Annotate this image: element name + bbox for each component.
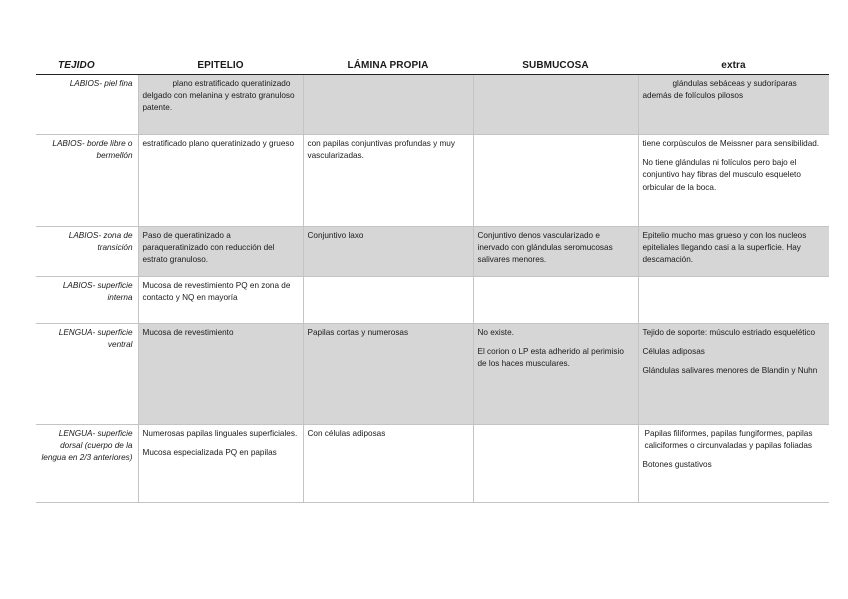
cell-text: tiene corpúsculos de Meissner para sensibilidad. [642, 139, 820, 148]
cell-text: plano estratificado queratinizado delgado con melanina y estrato granuloso patente. [142, 79, 295, 113]
submucosa-cell [473, 75, 638, 135]
lamina-cell [303, 324, 473, 425]
cell-text: Mucosa de revestimiento PQ en zona de contacto y NQ en mayoría [142, 281, 291, 303]
tejido-cell: LABIOS- superficie interna [36, 277, 138, 324]
cell-text: Glándulas salivares menores de Blandin y Nuhn [642, 366, 818, 376]
cell-text: Numerosas papilas linguales superficiales. [142, 429, 298, 438]
cell-text: Papilas cortas y numerosas [307, 328, 409, 337]
header-epitelio: EPITELIO [138, 58, 303, 75]
table-row [36, 277, 829, 324]
epitelio-cell [138, 135, 303, 227]
extra-cell [638, 135, 829, 227]
table-row [36, 75, 829, 135]
epitelio-cell [138, 277, 303, 324]
header-lamina-propia: LÁMINA PROPIA [303, 58, 473, 75]
submucosa-cell [473, 227, 638, 277]
cell-text: Papilas filiformes, papilas fungiformes, papilas caliciformes o circunvaladas y papilas foliadas [644, 429, 813, 451]
cell-text: No existe. [477, 328, 514, 337]
cell-text: Conjuntivo denos vascularizado e inervado con glándulas seromucosas salivares menores. [477, 231, 613, 265]
cell-text: Mucosa de revestimiento [142, 328, 234, 337]
lamina-cell [303, 135, 473, 227]
cell-text: con papilas conjuntivas profundas y muy vascularizadas. [307, 139, 455, 161]
cell-text: Epitelio mucho mas grueso y con los nucleos epiteliales llegando casi a la superficie. Hay descamación. [642, 231, 807, 265]
extra-cell [638, 277, 829, 324]
cell-text: El corion o LP esta adherido al perimisio de los haces musculares. [477, 347, 624, 369]
lamina-cell [303, 75, 473, 135]
lamina-cell [303, 227, 473, 277]
tejido-cell: LENGUA- superficie ventral [36, 324, 138, 425]
header-submucosa: SUBMUCOSA [473, 58, 638, 75]
header-row [36, 58, 829, 75]
table-row [36, 425, 829, 503]
cell-text: Botones gustativos [642, 460, 712, 470]
lamina-cell [303, 277, 473, 324]
cell-text: Con células adiposas [307, 429, 386, 438]
epitelio-cell [138, 75, 303, 135]
submucosa-cell [473, 277, 638, 324]
cell-text: Células adiposas [642, 347, 705, 357]
cell-text: estratificado plano queratinizado y grueso [142, 139, 295, 148]
tejido-cell: LABIOS- borde libre o bermellón [36, 135, 138, 227]
extra-cell [638, 425, 829, 503]
table-row [36, 324, 829, 425]
tejido-cell: LABIOS- piel fina [36, 75, 138, 135]
submucosa-cell [473, 135, 638, 227]
extra-cell [638, 75, 829, 135]
tissue-table [36, 58, 829, 503]
lamina-cell [303, 425, 473, 503]
header-tejido: TEJIDO [36, 58, 138, 75]
cell-text: Paso de queratinizado a paraqueratinizado con reducción del estrato granuloso. [142, 231, 275, 265]
tejido-cell: LENGUA- superficie dorsal (cuerpo de la lengua en 2/3 anteriores) [36, 425, 138, 503]
extra-cell [638, 227, 829, 277]
table-row [36, 135, 829, 227]
submucosa-cell [473, 425, 638, 503]
epitelio-cell [138, 324, 303, 425]
cell-text: glándulas sebáceas y sudoríparas además de folículos pilosos [642, 79, 797, 101]
cell-text: No tiene glándulas ni folículos pero bajo el conjuntivo hay fibras del musculo esqueleto orbicular de la boca. [642, 158, 801, 192]
cell-text: Conjuntivo laxo [307, 231, 364, 240]
epitelio-cell [138, 227, 303, 277]
cell-text: Tejido de soporte: músculo estriado esquelético [642, 328, 815, 337]
cell-text: Mucosa especializada PQ en papilas [142, 448, 277, 458]
tejido-cell: LABIOS- zona de transición [36, 227, 138, 277]
epitelio-cell [138, 425, 303, 503]
header-extra: extra [638, 58, 829, 75]
extra-cell [638, 324, 829, 425]
submucosa-cell [473, 324, 638, 425]
table-row [36, 227, 829, 277]
